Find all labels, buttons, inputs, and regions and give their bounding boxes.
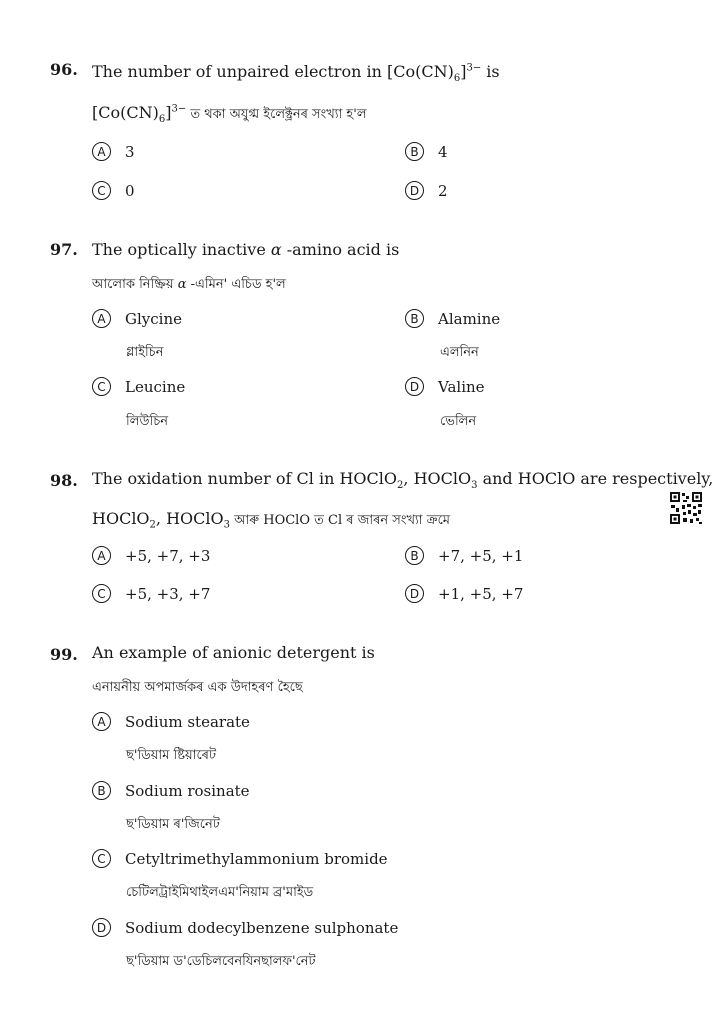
option-text: Cetyltrimethylammonium bromide xyxy=(125,849,388,868)
option-text: Valine xyxy=(438,377,485,396)
option-letter: A xyxy=(92,546,111,565)
option-text: Sodium dodecylbenzene sulphonate xyxy=(125,918,399,937)
option-text: Leucine xyxy=(125,377,186,396)
option-text-bn: ছ'ডিয়াম ৰ'জিনেট xyxy=(126,817,220,832)
option-letter: D xyxy=(405,584,424,603)
option-letter: A xyxy=(92,712,111,731)
option-a[interactable] xyxy=(92,142,135,161)
option-letter: D xyxy=(92,918,111,937)
option-text: 2 xyxy=(438,181,448,200)
option-letter: B xyxy=(405,546,424,565)
question-number: 96. xyxy=(50,60,78,79)
option-text: Sodium rosinate xyxy=(125,781,250,800)
option-b[interactable] xyxy=(405,546,523,565)
option-b[interactable] xyxy=(405,142,448,161)
option-b[interactable] xyxy=(92,781,250,800)
option-letter: C xyxy=(92,181,111,200)
qr-code xyxy=(669,491,703,525)
option-letter: D xyxy=(405,377,424,396)
option-letter: C xyxy=(92,377,111,396)
option-text-bn: ছ'ডিয়াম ষ্টিয়াৰেট xyxy=(126,748,217,763)
option-text: 0 xyxy=(125,181,135,200)
question-number: 99. xyxy=(50,645,78,664)
option-letter: B xyxy=(405,142,424,161)
option-letter: C xyxy=(92,584,111,603)
option-text: Glycine xyxy=(125,309,182,328)
option-c[interactable] xyxy=(92,181,135,200)
option-text: 3 xyxy=(125,142,135,161)
option-text-bn: লিউচিন xyxy=(126,414,169,429)
question-text-en: The oxidation number of Cl in HOClO$_2$, HOClO$_3$ and HOClO are respectively, xyxy=(92,469,714,492)
option-letter: B xyxy=(405,309,424,328)
option-a[interactable] xyxy=(92,712,250,731)
question-text-bn: এনায়নীয় অপমাৰ্জকৰ এক উদাহৰণ হৈছে xyxy=(92,680,303,695)
question-text-en: The number of unpaired electron in $[Co(CN)_6]^{3-}$ is xyxy=(92,62,500,85)
option-letter: C xyxy=(92,849,111,868)
option-letter: B xyxy=(92,781,111,800)
option-letter: D xyxy=(405,181,424,200)
option-text: +5, +3, +7 xyxy=(125,584,211,603)
question-number: 98. xyxy=(50,471,78,490)
option-text-bn: গ্লাইচিন xyxy=(126,345,164,360)
option-a[interactable] xyxy=(92,546,210,565)
option-d[interactable] xyxy=(405,584,523,603)
option-c[interactable] xyxy=(92,849,388,868)
option-text-bn: চেটিলট্ৰাইমিথাইলএম'নিয়াম ব্ৰ'মাইড xyxy=(126,885,314,900)
option-d[interactable] xyxy=(405,377,485,396)
question-text-en: An example of anionic detergent is xyxy=(92,643,375,662)
question-text-en: The optically inactive α -amino acid is xyxy=(92,240,400,259)
option-text: 4 xyxy=(438,142,448,161)
option-text-bn: ভেলিন xyxy=(440,414,477,429)
option-b[interactable] xyxy=(405,309,500,328)
option-c[interactable] xyxy=(92,377,185,396)
question-text-bn: আলোক নিষ্ক্ৰিয় α -এমিন' এচিড হ'ল xyxy=(92,277,286,292)
option-text: +7, +5, +1 xyxy=(438,546,524,565)
option-text: Alamine xyxy=(438,309,501,328)
option-d[interactable] xyxy=(92,918,398,937)
question-text-bn: HOClO$_2$, HOClO$_3$ আৰু HOClO ত Cl ৰ জাৰন সংখ্যা ক্ৰমে xyxy=(92,509,451,531)
option-d[interactable] xyxy=(405,181,448,200)
question-number: 97. xyxy=(50,240,78,259)
option-text-bn: ছ'ডিয়াম ড'ডেচিলবেনযিনছালফ'নেট xyxy=(126,954,316,969)
option-text: +5, +7, +3 xyxy=(125,546,211,565)
option-letter: A xyxy=(92,309,111,328)
option-a[interactable] xyxy=(92,309,182,328)
option-text-bn: এলনিন xyxy=(440,345,479,360)
option-c[interactable] xyxy=(92,584,210,603)
option-text: Sodium stearate xyxy=(125,712,250,731)
option-letter: A xyxy=(92,142,111,161)
question-text-bn: $[Co(CN)_6]^{3-}$ ত থকা অযুগ্ম ইলেক্ট্ৰনৰ সংখ্যা হ'ল xyxy=(92,103,367,126)
option-text: +1, +5, +7 xyxy=(438,584,524,603)
